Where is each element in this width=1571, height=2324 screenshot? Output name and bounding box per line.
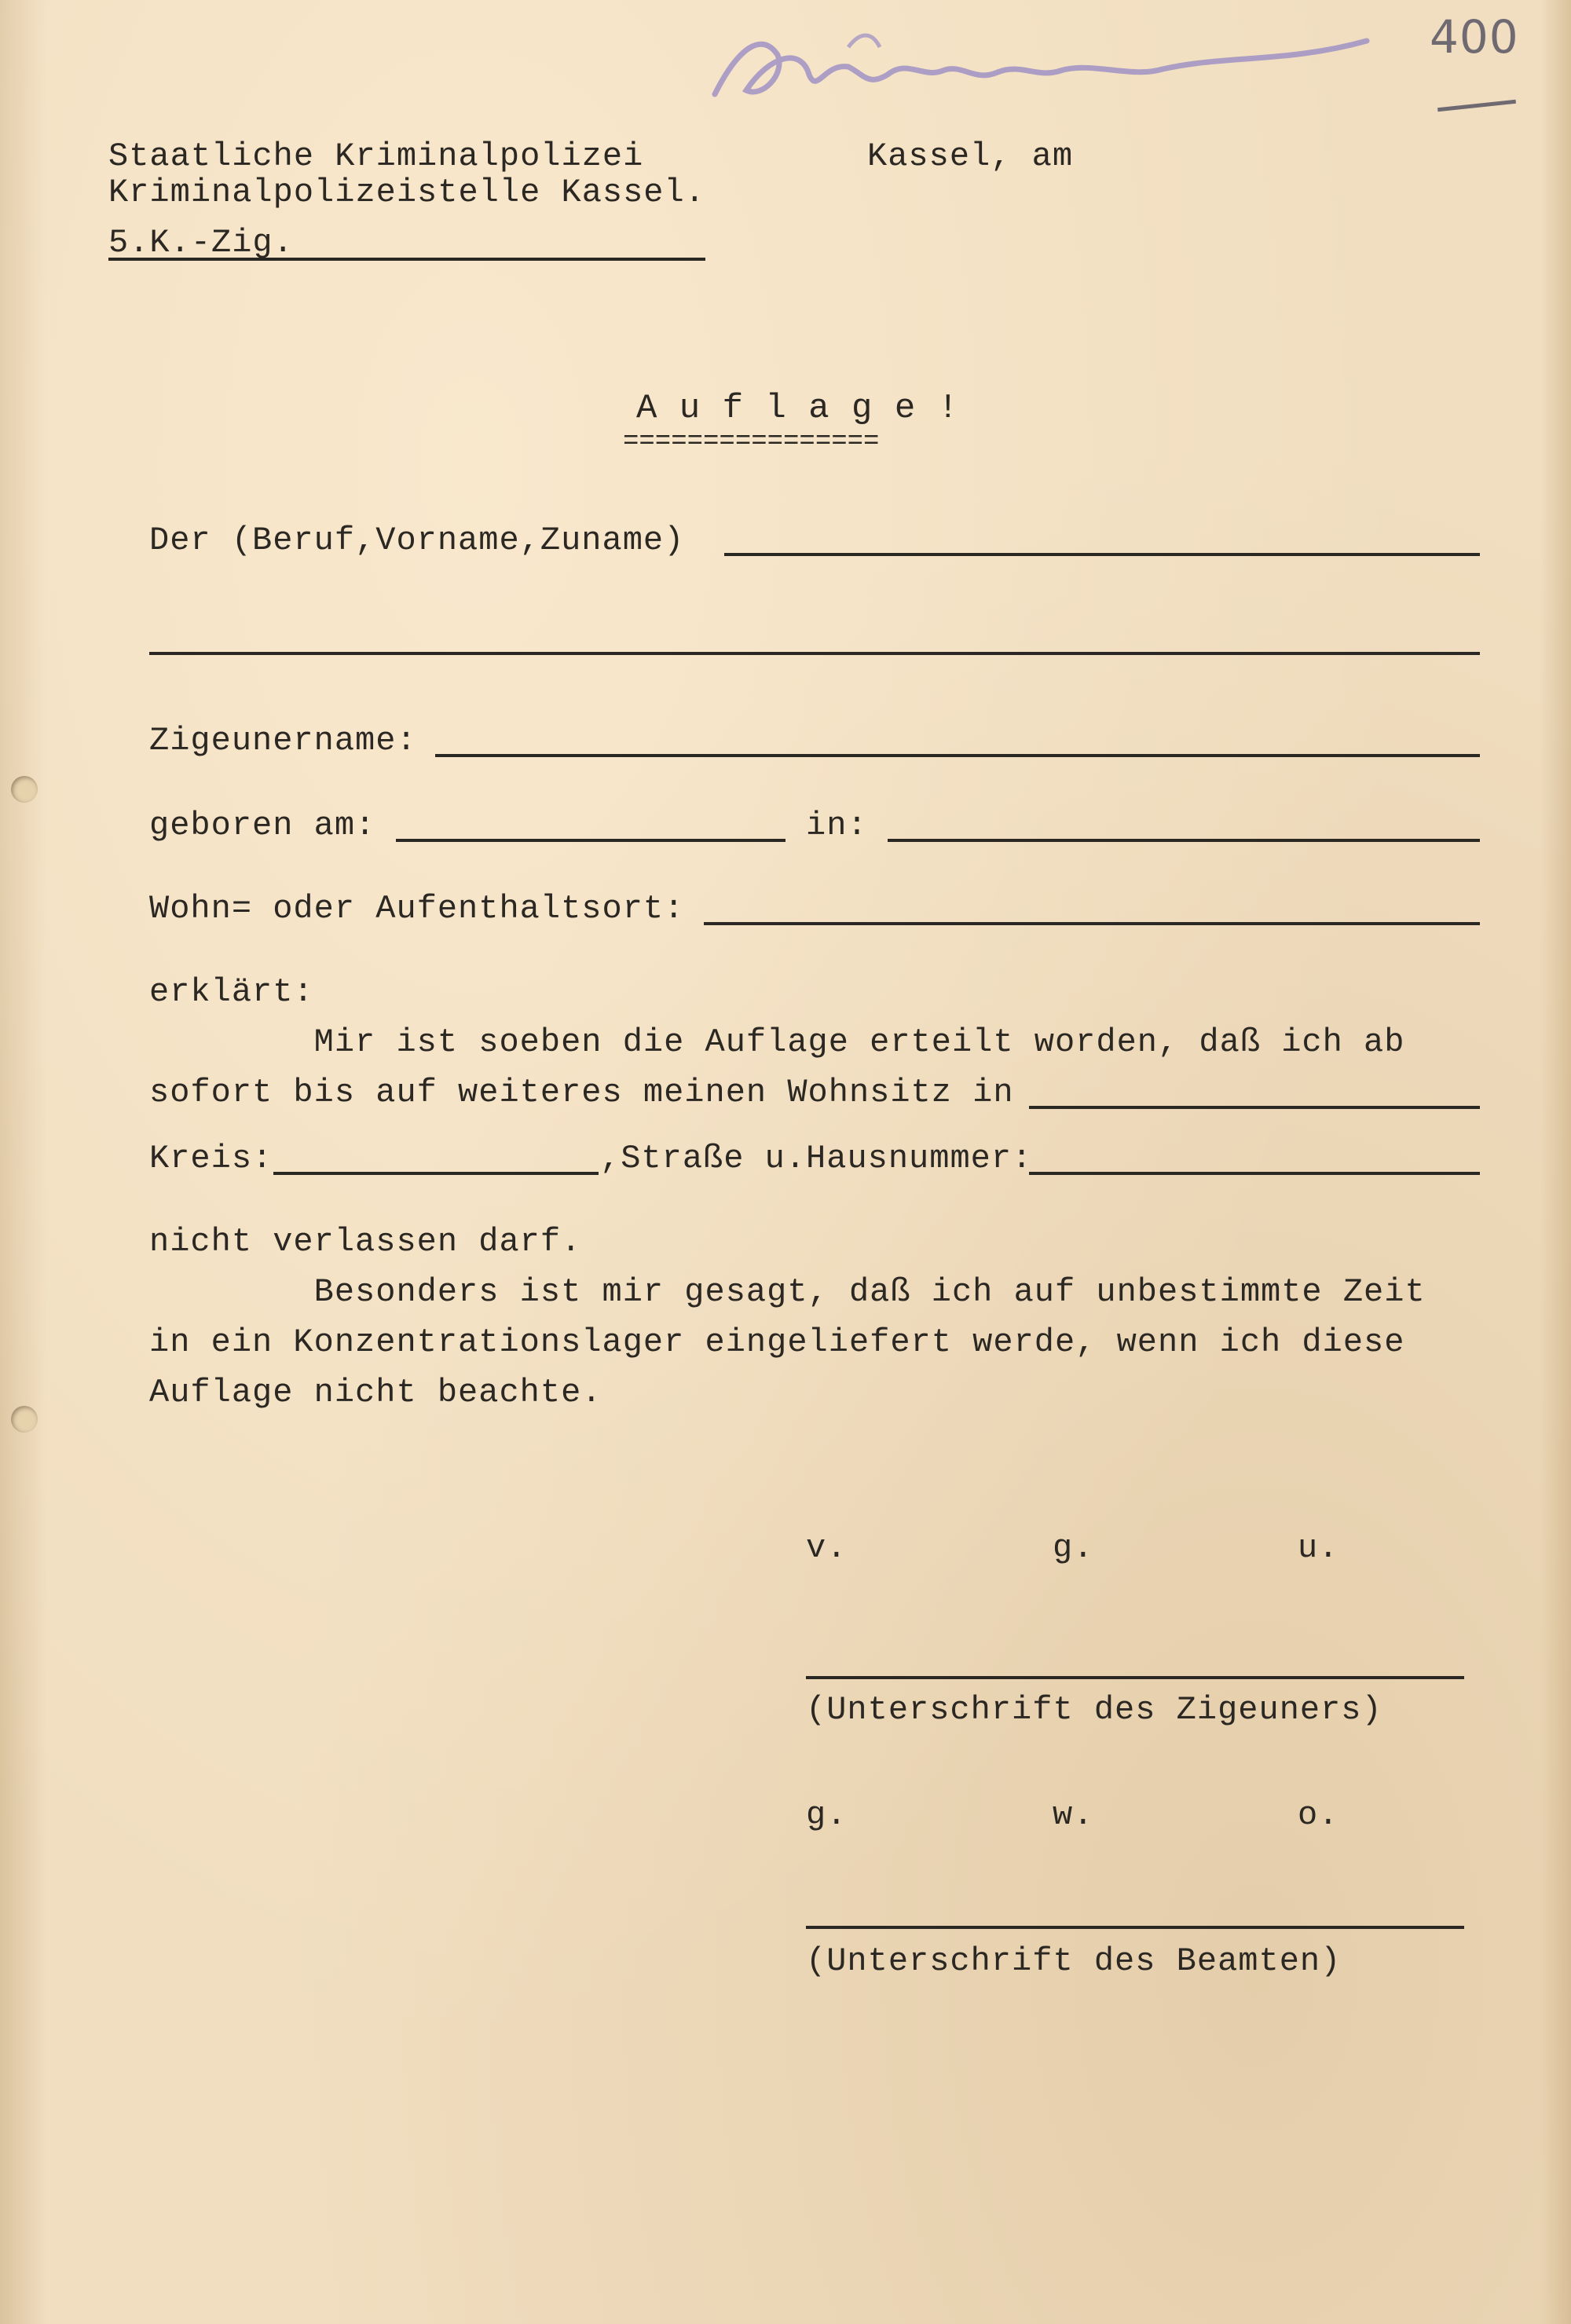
punch-hole-top — [11, 776, 38, 803]
vgu-u: u. — [1298, 1529, 1339, 1567]
gwo-g: g. — [806, 1796, 848, 1834]
body-line-5: in ein Konzentrationslager eingeliefert werde, wenn ich diese — [149, 1323, 1405, 1361]
form-title-underline: ================ — [623, 427, 880, 457]
vgu-g: g. — [1053, 1529, 1094, 1567]
name-line-1 — [724, 553, 1480, 556]
form-title: A u f l a g e ! — [636, 389, 960, 428]
residence-label: Wohn= oder Aufenthaltsort: — [149, 890, 685, 928]
street-label: ,Straße u.Hausnummer: — [600, 1140, 1033, 1177]
gypsy-name-label: Zigeunername: — [149, 722, 417, 759]
residence-place-line — [1029, 1106, 1480, 1109]
name-line-2 — [149, 652, 1480, 655]
body-line-6: Auflage nicht beachte. — [149, 1374, 602, 1411]
born-label: geboren am: — [149, 807, 376, 844]
reference-underline — [108, 258, 705, 261]
reference-code: 5.K.-Zig. — [108, 224, 294, 262]
body-line-1: Mir ist soeben die Auflage erteilt worden, daß ich ab — [149, 1023, 1405, 1061]
archive-pencil-signature — [691, 0, 1477, 134]
gypsy-name-line — [435, 754, 1480, 757]
archive-folio-top: 400 — [1430, 10, 1519, 64]
place-date: Kassel, am — [867, 137, 1074, 175]
kreis-label: Kreis: — [149, 1140, 273, 1177]
gwo-o: o. — [1298, 1796, 1339, 1834]
subject-signature-line — [806, 1676, 1464, 1679]
officer-signature-line — [806, 1926, 1464, 1929]
agency-line-1: Staatliche Kriminalpolizei — [108, 137, 644, 175]
subject-signature-caption: (Unterschrift des Zigeuners) — [806, 1691, 1382, 1729]
punch-hole-bottom — [11, 1406, 38, 1433]
street-line — [1029, 1172, 1480, 1175]
gwo-w: w. — [1053, 1796, 1094, 1834]
born-date-line — [396, 839, 786, 842]
vgu-v: v. — [806, 1529, 848, 1567]
body-line-3: nicht verlassen darf. — [149, 1223, 582, 1261]
body-line-2: sofort bis auf weiteres meinen Wohnsitz in — [149, 1074, 1014, 1111]
officer-signature-caption: (Unterschrift des Beamten) — [806, 1942, 1342, 1980]
birthplace-label: in: — [806, 807, 868, 844]
name-label: Der (Beruf,Vorname,Zuname) — [149, 522, 685, 559]
declares-label: erklärt: — [149, 973, 314, 1011]
residence-line — [704, 922, 1480, 925]
birthplace-line — [888, 839, 1480, 842]
body-line-4: Besonders ist mir gesagt, daß ich auf unbestimmte Zeit — [149, 1273, 1426, 1311]
kreis-line — [273, 1172, 599, 1175]
agency-line-2: Kriminalpolizeistelle Kassel. — [108, 174, 705, 211]
